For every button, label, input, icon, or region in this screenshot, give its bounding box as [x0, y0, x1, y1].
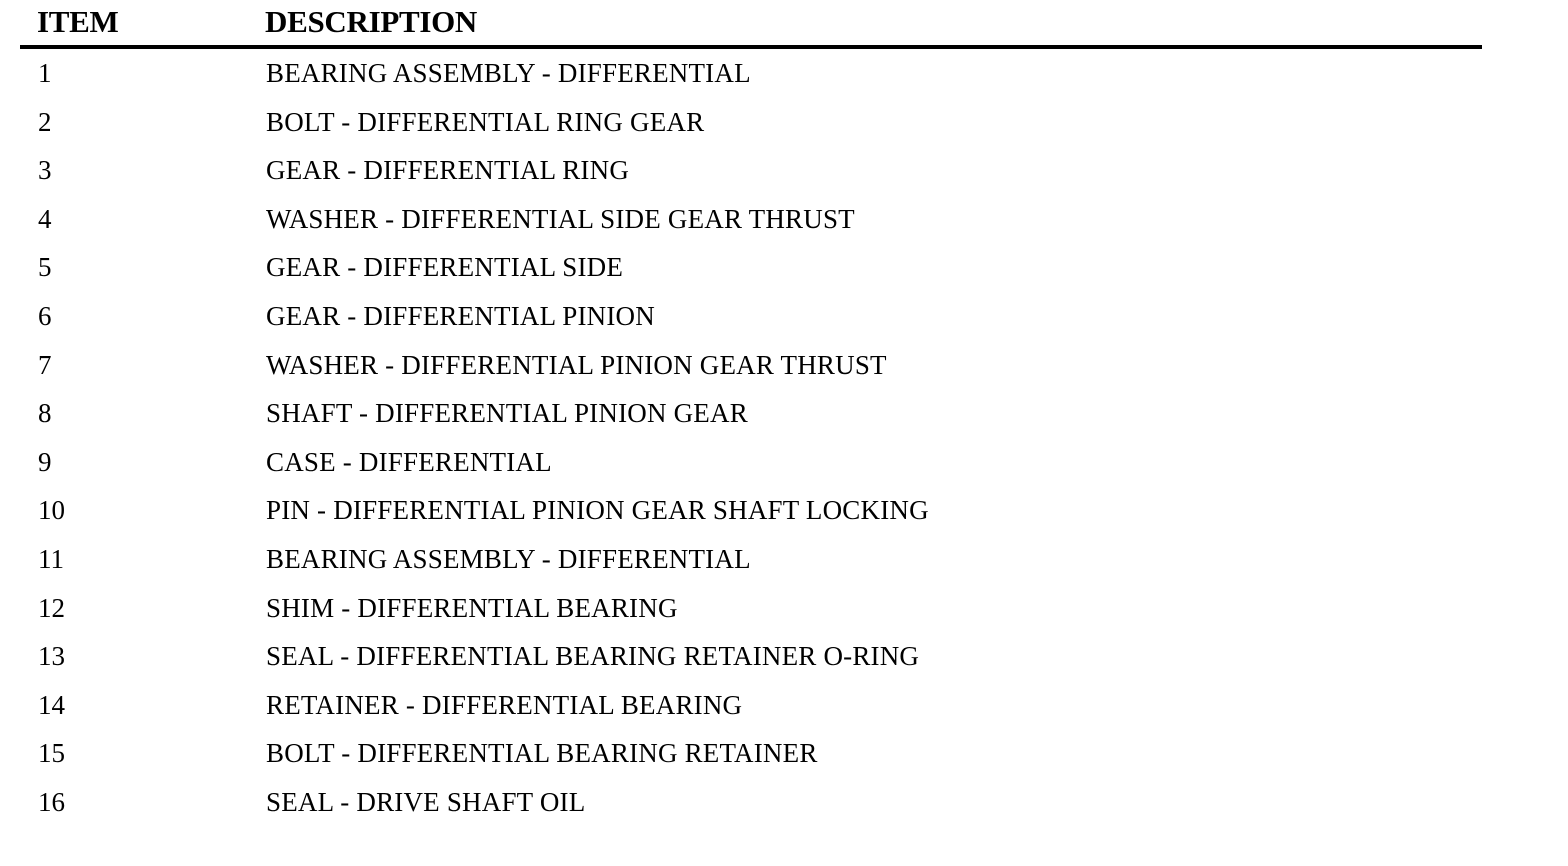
item-number: 6	[38, 300, 52, 331]
item-number: 1	[38, 58, 52, 88]
table-row	[0, 736, 1568, 785]
item-description: BOLT - DIFFERENTIAL BEARING RETAINER	[266, 738, 818, 769]
table-row	[0, 493, 1568, 542]
item-description: GEAR - DIFFERENTIAL RING	[266, 155, 630, 186]
table-body	[0, 56, 1568, 834]
table-header	[0, 0, 1568, 44]
item-number: 3	[38, 155, 52, 186]
item-number: 11	[38, 543, 64, 574]
item-description: BOLT - DIFFERENTIAL RING GEAR	[266, 106, 705, 137]
item-number: 14	[38, 689, 65, 720]
item-description: SHAFT - DIFFERENTIAL PINION GEAR	[266, 398, 748, 429]
table-row	[0, 299, 1568, 348]
item-number: 10	[38, 495, 65, 526]
item-number: 9	[38, 446, 52, 477]
description-column-header: DESCRIPTION	[265, 4, 478, 39]
table-row	[0, 153, 1568, 202]
item-description: BEARING ASSEMBLY - DIFFERENTIAL	[266, 58, 751, 88]
item-description: SHIM - DIFFERENTIAL BEARING	[266, 592, 678, 623]
table-row	[0, 105, 1568, 154]
item-column-header: ITEM	[37, 4, 119, 39]
item-number: 12	[38, 592, 65, 623]
table-row	[0, 785, 1568, 834]
item-number: 4	[38, 203, 52, 234]
item-description: BEARING ASSEMBLY - DIFFERENTIAL	[266, 543, 751, 574]
table-row	[0, 56, 1568, 105]
table-row	[0, 445, 1568, 494]
item-description: PIN - DIFFERENTIAL PINION GEAR SHAFT LOCKING	[266, 495, 929, 526]
item-description: GEAR - DIFFERENTIAL PINION	[266, 300, 655, 331]
table-row	[0, 639, 1568, 688]
item-number: 13	[38, 641, 65, 672]
item-description: WASHER - DIFFERENTIAL PINION GEAR THRUST	[266, 349, 887, 380]
item-number: 15	[38, 738, 65, 769]
item-number: 8	[38, 398, 52, 429]
item-description: SEAL - DRIVE SHAFT OIL	[266, 786, 586, 817]
table-row	[0, 396, 1568, 445]
header-divider	[20, 45, 1482, 49]
item-description: WASHER - DIFFERENTIAL SIDE GEAR THRUST	[266, 203, 855, 234]
table-row	[0, 542, 1568, 591]
item-description: GEAR - DIFFERENTIAL SIDE	[266, 252, 624, 283]
table-row	[0, 591, 1568, 640]
item-number: 16	[38, 786, 65, 817]
table-row	[0, 202, 1568, 251]
item-number: 7	[38, 349, 52, 380]
item-description: RETAINER - DIFFERENTIAL BEARING	[266, 689, 743, 720]
item-description: CASE - DIFFERENTIAL	[266, 446, 552, 477]
table-row	[0, 348, 1568, 397]
item-number: 2	[38, 106, 52, 137]
item-description: SEAL - DIFFERENTIAL BEARING RETAINER O-RING	[266, 641, 920, 672]
table-row	[0, 688, 1568, 737]
table-row	[0, 250, 1568, 299]
item-number: 5	[38, 252, 52, 283]
